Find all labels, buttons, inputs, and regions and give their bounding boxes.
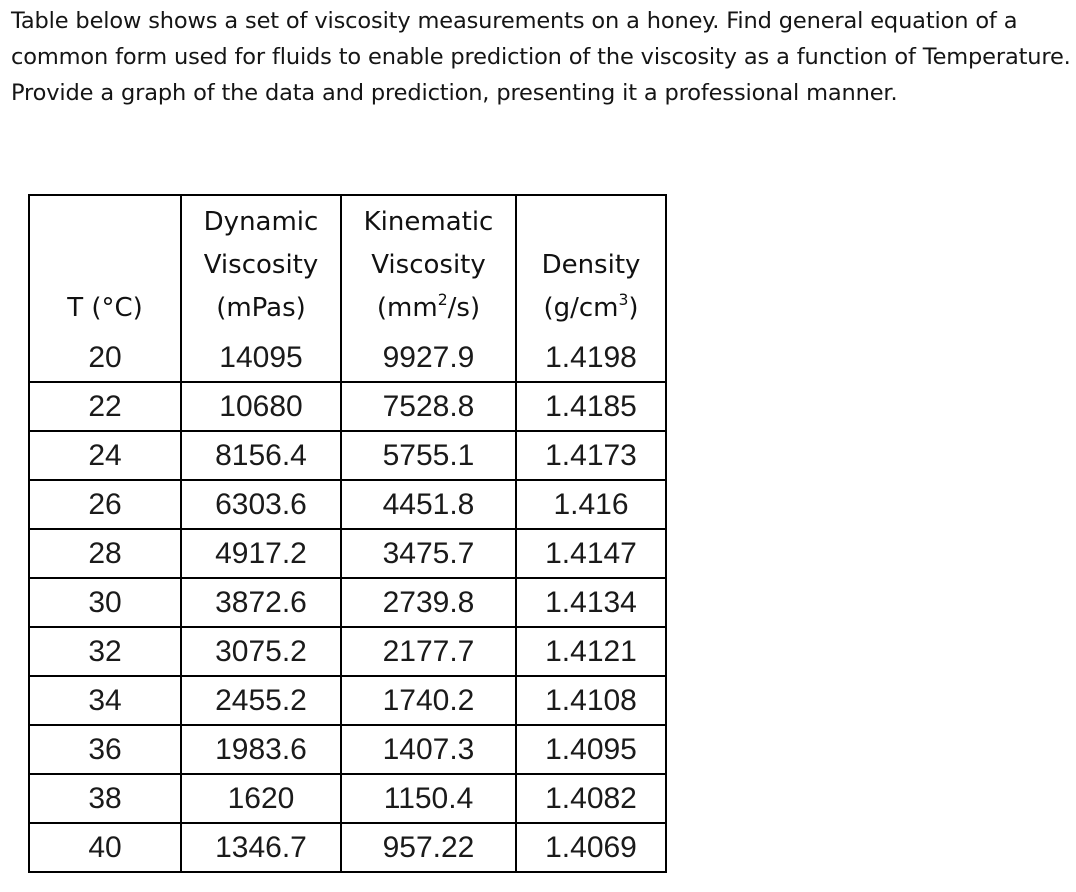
cell-temperature: 30 [29,578,181,627]
kinematic-unit-superscript: 2 [437,291,448,310]
table-row [29,627,666,676]
cell-density: 1.4134 [516,578,666,627]
table-row [29,725,666,774]
density-unit-superscript: 3 [618,291,629,310]
header-dynamic-viscosity [181,195,341,334]
cell-dynamic-viscosity: 4917.2 [181,529,341,578]
cell-temperature: 28 [29,529,181,578]
cell-kinematic-viscosity: 1407.3 [341,725,516,774]
cell-kinematic-viscosity: 4451.8 [341,480,516,529]
density-unit-suffix: ) [628,293,639,323]
cell-kinematic-viscosity: 2739.8 [341,578,516,627]
cell-density: 1.4185 [516,382,666,431]
cell-kinematic-viscosity: 2177.7 [341,627,516,676]
header-temperature-label: T (°C) [67,293,143,323]
cell-dynamic-viscosity: 6303.6 [181,480,341,529]
question-text: Table below shows a set of viscosity measurements on a honey. Find general equation of a common form used for fluids to enable prediction of the viscosity as a function of Temperature. Provide a graph of the data and prediction, presenting it a professional manner. [11,8,1071,106]
cell-kinematic-viscosity: 3475.7 [341,529,516,578]
cell-kinematic-viscosity: 7528.8 [341,382,516,431]
kinematic-unit-prefix: (mm [376,293,438,323]
table-row [29,823,666,872]
table-row [29,676,666,725]
table-row [29,334,666,382]
cell-dynamic-viscosity: 3872.6 [181,578,341,627]
cell-density: 1.4121 [516,627,666,676]
cell-kinematic-viscosity: 1150.4 [341,774,516,823]
cell-kinematic-viscosity: 5755.1 [341,431,516,480]
cell-dynamic-viscosity: 1346.7 [181,823,341,872]
cell-dynamic-viscosity: 2455.2 [181,676,341,725]
header-dynamic-unit: (mPas) [216,293,306,323]
cell-temperature: 36 [29,725,181,774]
header-temperature [29,195,181,334]
table-row [29,480,666,529]
header-kinematic-line1: Kinematic [363,207,494,237]
table-row [29,774,666,823]
header-density-unit [517,287,665,330]
table-row [29,529,666,578]
table-body [29,334,666,872]
cell-temperature: 40 [29,823,181,872]
cell-dynamic-viscosity: 3075.2 [181,627,341,676]
header-kinematic-line2: Viscosity [371,250,486,280]
cell-temperature: 22 [29,382,181,431]
cell-temperature: 26 [29,480,181,529]
header-dynamic-line1: Dynamic [203,207,319,237]
cell-temperature: 20 [29,334,181,382]
cell-dynamic-viscosity: 14095 [181,334,341,382]
header-dynamic-line2: Viscosity [203,250,319,280]
table-row [29,431,666,480]
header-kinematic-unit [342,287,515,330]
cell-dynamic-viscosity: 8156.4 [181,431,341,480]
cell-density: 1.4147 [516,529,666,578]
cell-density: 1.4108 [516,676,666,725]
header-density-line1: Density [541,250,641,280]
kinematic-unit-suffix: /s) [447,293,481,323]
cell-dynamic-viscosity: 1983.6 [181,725,341,774]
table-row [29,578,666,627]
cell-density: 1.416 [516,480,666,529]
cell-dynamic-viscosity: 10680 [181,382,341,431]
header-density [516,195,666,334]
cell-density: 1.4198 [516,334,666,382]
cell-density: 1.4069 [516,823,666,872]
table-row [29,382,666,431]
cell-kinematic-viscosity: 957.22 [341,823,516,872]
cell-dynamic-viscosity: 1620 [181,774,341,823]
header-kinematic-viscosity [341,195,516,334]
cell-kinematic-viscosity: 1740.2 [341,676,516,725]
cell-temperature: 34 [29,676,181,725]
cell-density: 1.4095 [516,725,666,774]
cell-temperature: 32 [29,627,181,676]
cell-temperature: 38 [29,774,181,823]
cell-kinematic-viscosity: 9927.9 [341,334,516,382]
viscosity-table [28,194,667,873]
table-header-row [29,195,666,334]
cell-temperature: 24 [29,431,181,480]
cell-density: 1.4082 [516,774,666,823]
density-unit-prefix: (g/cm [543,293,619,323]
cell-density: 1.4173 [516,431,666,480]
